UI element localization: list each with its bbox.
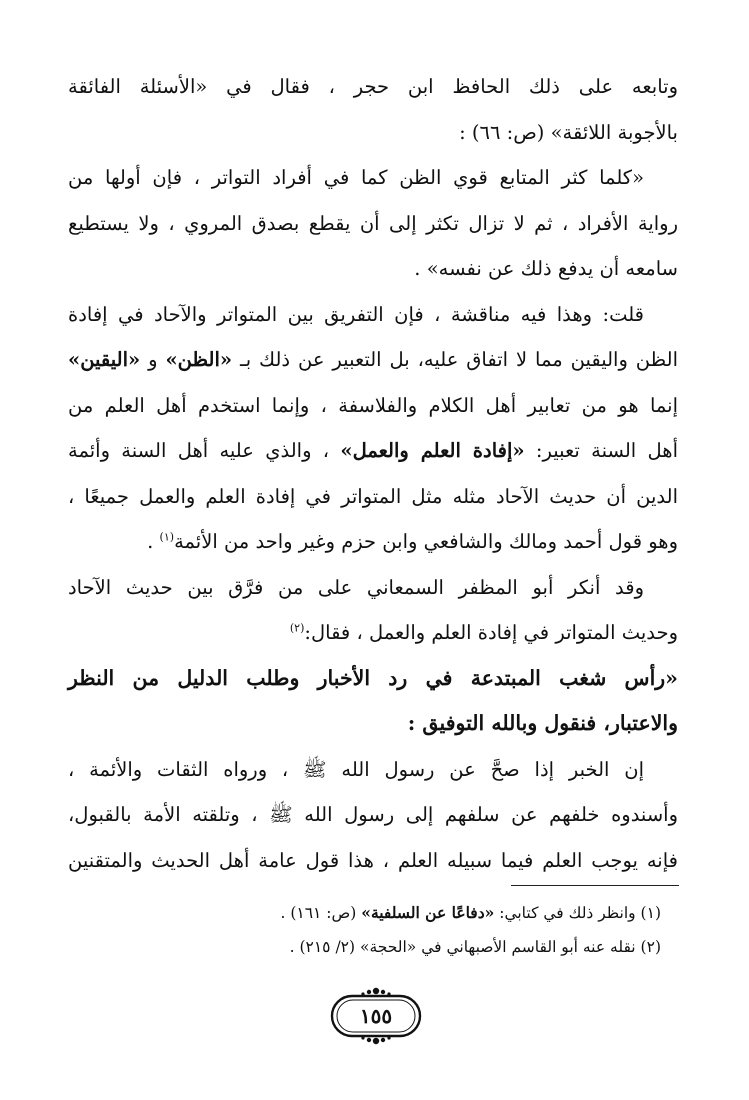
footnote-ref-1[interactable]: (١) <box>159 530 175 544</box>
page-number: ١٥٥ <box>359 1004 393 1028</box>
footnote-ref-2[interactable]: (٢) <box>289 621 305 635</box>
quote-heading-line-1: «رأس شغب المبتدعة في رد الأخبار وطلب الدليل من النظر <box>68 665 678 690</box>
footnote-1-title: «دفاعًا عن السلفية» <box>361 903 495 922</box>
body-line-11 <box>68 519 678 565</box>
body-line-7 <box>68 337 678 383</box>
term-ifadat-al-ilm: «إفادة العلم والعمل» <box>340 439 525 462</box>
body-line-18: فإنه يوجب العلم فيما سبيله العلم ، هذا قول عامة أهل الحديث والمتقنين <box>68 848 678 872</box>
body-line-17: وأسندوه خلفهم عن سلفهم إلى رسول الله ﷺ ، وتلقته الأمة بالقبول، <box>68 803 678 826</box>
body-line-12: وقد أنكر أبو المظفر السمعاني على من فرَّق بين حديث الآحاد <box>68 575 644 599</box>
footnote-1-post: (ص: ١٦١) . <box>280 904 362 922</box>
footnote-2: (٢) نقله عنه أبو القاسم الأصبهاني في «الحجة» (٢/ ٢١٥) . <box>289 938 661 956</box>
term-zann: «الظن» <box>165 348 233 371</box>
body-line-9 <box>68 428 678 474</box>
term-yaqin: «اليقين» <box>68 348 141 371</box>
body-line-5: سامعه أن يدفع ذلك عن نفسه» . <box>414 257 678 280</box>
body-line-7-part-c: و <box>140 348 166 371</box>
footnotes <box>101 896 661 964</box>
body-line-9-part-a: أهل السنة تعبير: <box>524 439 678 462</box>
body-line-9-part-c: ، والذي عليه أهل السنة وأئمة <box>68 439 341 462</box>
body-line-13 <box>68 610 678 656</box>
body-line-8: إنما هو من تعابير أهل الكلام والفلاسفة ، وإنما استخدم أهل العلم من <box>68 393 678 417</box>
page-body <box>68 64 678 883</box>
body-line-10: الدين أن حديث الآحاد مثله مثل المتواتر في إفادة العلم والعمل جميعًا ، <box>68 484 678 508</box>
body-line-3: «كلما كثر المتابع قوي الظن كما في أفراد التواتر ، فإن أولها من <box>68 166 644 189</box>
body-line-2: بالأجوبة اللائقة» (ص: ٦٦) : <box>459 120 678 144</box>
body-line-11-part-b: . <box>147 530 160 553</box>
body-line-11-part-a: وهو قول أحمد ومالك والشافعي وابن حزم وغير واحد من الأئمة <box>174 530 678 553</box>
footnote-1-pre: (١) وانظر ذلك في كتابي: <box>494 904 661 922</box>
body-line-16: إن الخبر إذا صحَّ عن رسول الله ﷺ ، ورواه الثقات والأئمة ، <box>68 757 644 781</box>
body-line-1: وتابعه على ذلك الحافظ ابن حجر ، فقال في «الأسئلة الفائقة <box>68 75 678 98</box>
body-line-13-part-a: وحديث المتواتر في إفادة العلم والعمل ، فقال: <box>304 621 678 644</box>
footnote-separator <box>511 885 679 886</box>
quote-heading-line-2: والاعتبار، فنقول وبالله التوفيق : <box>407 711 678 735</box>
body-line-6: قلت: وهذا فيه مناقشة ، فإن التفريق بين المتواتر والآحاد في إفادة <box>68 302 644 326</box>
body-line-4: رواية الأفراد ، ثم لا تزال تكثر إلى أن يقطع بصدق المروي ، ولا يستطيع <box>68 211 678 235</box>
body-line-7-part-a: الظن واليقين مما لا اتفاق عليه، بل التعبير عن ذلك بـ <box>232 348 678 371</box>
footnote-1 <box>101 896 661 930</box>
